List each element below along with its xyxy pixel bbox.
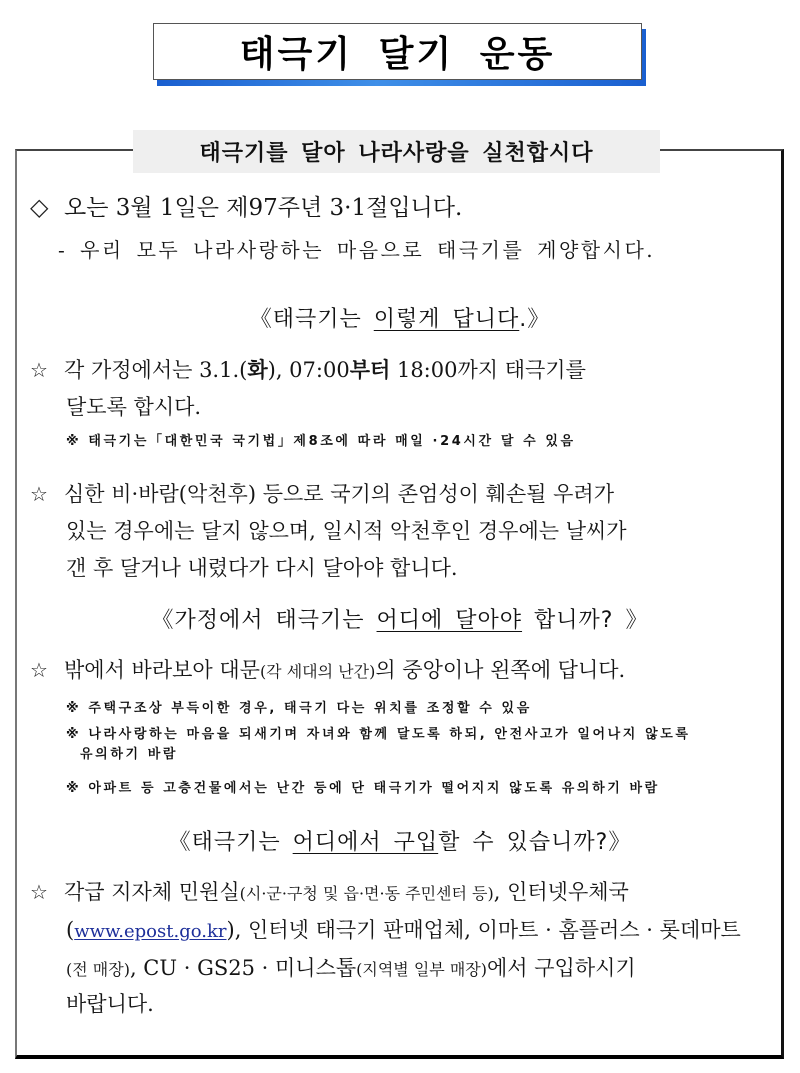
page-title: 태극기 달기 운동	[239, 34, 556, 75]
item-small: (전 매장)	[66, 960, 130, 979]
s2-note-3: ※ 아파트 등 고층건물에서는 난간 등에 단 태극기가 떨어지지 않도록 유의하기 바람	[66, 781, 660, 796]
item-text: 의 중앙이나 왼쪽에 답니다.	[375, 658, 626, 682]
s3-item1-line1	[30, 878, 629, 908]
title-banner	[153, 23, 642, 80]
s1-item1-note: ※ 태극기는「대한민국 국기법」제8조에 따라 매일 ·24시간 달 수 있음	[66, 434, 576, 449]
subtitle-text: 태극기를 달아 나라사랑을 실천합시다	[199, 141, 594, 166]
star-icon: ☆	[30, 880, 48, 904]
heading-text: 《태극기는	[249, 307, 374, 332]
heading-text: 합니까? 》	[522, 608, 649, 633]
s1-item2-line1	[30, 480, 614, 508]
s1-item1-line1	[30, 356, 586, 384]
star-icon: ☆	[30, 658, 48, 682]
s1-item2-line2: 있는 경우에는 달지 않으며, 일시적 악천후인 경우에는 날씨가	[66, 519, 627, 543]
intro-line-2: - 우리 모두 나라사랑하는 마음으로 태극기를 게양합시다.	[58, 238, 656, 262]
intro-line-1	[30, 193, 462, 222]
s3-item1-line2	[66, 916, 741, 946]
section-heading-where-hang	[0, 606, 800, 636]
title-box	[153, 23, 642, 80]
heading-underlined: 어디에 달아야	[376, 608, 523, 633]
item-small: (시·군·구청 및 읍·면·동 주민센터 등)	[239, 884, 494, 903]
s2-item1-line1	[30, 656, 625, 686]
item-bold: 부터	[349, 358, 391, 382]
item-text: (	[66, 918, 75, 942]
diamond-icon: ◇	[30, 193, 49, 221]
heading-underlined: 어디에서 구입	[292, 830, 439, 855]
subtitle-banner	[133, 130, 660, 173]
heading-underlined: 이렇게 답니다	[373, 307, 520, 332]
item-text: 밖에서 바라보아 대문	[64, 658, 260, 682]
s1-item1-line2: 달도록 합시다.	[66, 395, 202, 419]
item-text: 심한 비·바람(악천후) 등으로 국기의 존엄성이 훼손될 우려가	[64, 482, 614, 506]
heading-text: 《태극기는	[168, 830, 293, 855]
s2-note-2-cont: 유의하기 바람	[80, 747, 179, 762]
epost-link[interactable]: www.epost.go.kr	[74, 921, 227, 942]
s2-note-1: ※ 주택구조상 부득이한 경우, 태극기 다는 위치를 조정할 수 있음	[66, 701, 532, 716]
item-text: 각 가정에서는 3.1.(	[64, 358, 248, 382]
star-icon: ☆	[30, 482, 48, 506]
item-text: 각급 지자체 민원실	[64, 880, 240, 904]
item-text: , CU · GS25 · 미니스톱	[129, 956, 357, 980]
item-small: (지역별 일부 매장)	[356, 960, 488, 979]
heading-text: .》	[519, 307, 551, 332]
s2-note-2: ※ 나라사랑하는 마음을 되새기며 자녀와 함께 달도록 하되, 안전사고가 일어나지 않도록	[66, 727, 691, 742]
item-small: (각 세대의 난간)	[259, 662, 376, 681]
heading-text: 《가정에서 태극기는	[151, 608, 377, 633]
s3-item1-line3	[66, 954, 636, 984]
heading-text: 할 수 있습니까?》	[438, 830, 632, 855]
section-heading-where-buy	[0, 828, 800, 858]
section-heading-how	[0, 305, 800, 335]
item-bold: 화	[247, 358, 268, 382]
item-text: , 인터넷우체국	[493, 880, 629, 904]
s1-item2-line3: 갠 후 달거나 내렸다가 다시 달아야 합니다.	[66, 556, 458, 580]
star-icon: ☆	[30, 358, 48, 382]
item-text: ), 인터넷 태극기 판매업체, 이마트 · 홈플러스 · 롯데마트	[226, 918, 741, 942]
intro-text: 오는 3월 1일은 제97주년 3·1절입니다.	[64, 195, 463, 221]
item-text: 18:00까지 태극기를	[390, 358, 586, 382]
item-text: ), 07:00	[267, 358, 350, 382]
item-text: 에서 구입하시기	[487, 956, 636, 980]
s3-item1-line4: 바랍니다.	[66, 992, 154, 1016]
